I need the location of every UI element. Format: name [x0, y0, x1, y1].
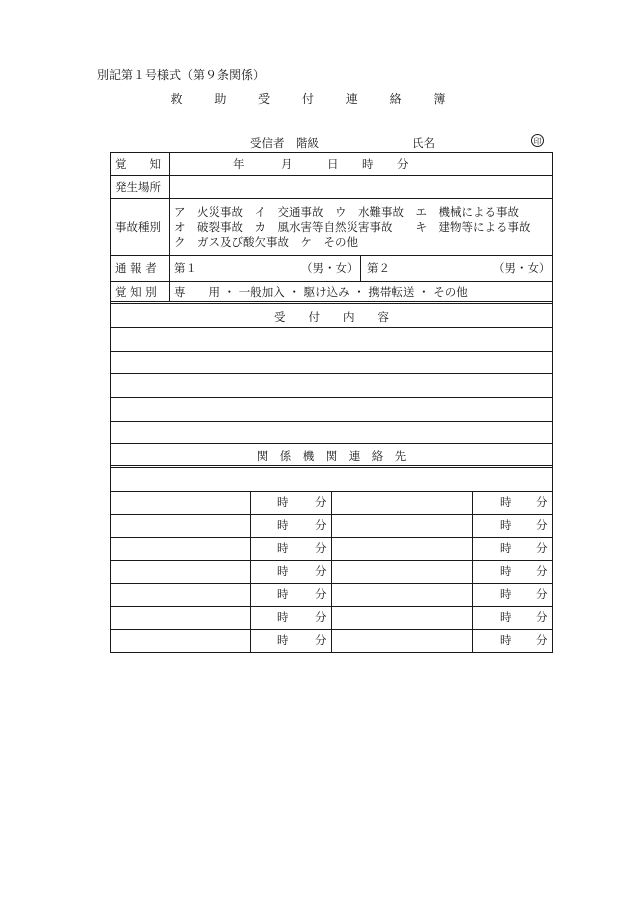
- form-heading: 別記第１号様式（第９条関係）: [97, 68, 266, 82]
- reporter-label: 通 報 者: [115, 261, 157, 275]
- hour-unit: 時: [362, 157, 374, 171]
- receiver-label: 受信者: [250, 136, 285, 150]
- contact-hour-right: 時: [500, 610, 512, 624]
- awareness-label: 覚 知: [115, 157, 161, 171]
- contact-minute-right: 分: [536, 610, 548, 624]
- contact-hour-left: 時: [277, 633, 289, 647]
- reporter-first-label: 第１: [174, 261, 197, 275]
- contact-minute-right: 分: [536, 541, 548, 555]
- rescue-form-table: [110, 152, 553, 653]
- contact-hour-left: 時: [277, 541, 289, 555]
- contact-hour-right: 時: [500, 541, 512, 555]
- contact-minute-right: 分: [536, 518, 548, 532]
- contact-minute-left: 分: [315, 495, 327, 509]
- contact-hour-right: 時: [500, 518, 512, 532]
- name-label: 氏名: [412, 136, 435, 150]
- month-unit: 月: [281, 157, 293, 171]
- contact-hour-right: 時: [500, 587, 512, 601]
- minute-unit: 分: [397, 157, 409, 171]
- contact-hour-right: 時: [500, 495, 512, 509]
- day-unit: 日: [327, 157, 339, 171]
- contact-hour-left: 時: [277, 587, 289, 601]
- agencies-section-title: 関 係 機 関 連 絡 先: [256, 449, 407, 463]
- reporter-second-gender: （男・女）: [493, 261, 551, 275]
- accident-type-line: ア 火災事故 イ 交通事故 ウ 水難事故 エ 機械による事故: [174, 205, 519, 219]
- awareness-type-label: 覚 知 別: [115, 285, 157, 299]
- reporter-second-label: 第２: [367, 261, 390, 275]
- accident-type-line: ク ガス及び酸欠事故 ケ その他: [174, 235, 358, 249]
- reporter-first-gender: （男・女）: [301, 261, 359, 275]
- contact-hour-right: 時: [500, 633, 512, 647]
- location-label: 発生場所: [115, 180, 161, 194]
- contact-minute-right: 分: [536, 495, 548, 509]
- rank-label: 階級: [296, 136, 319, 150]
- contact-hour-right: 時: [500, 564, 512, 578]
- contact-hour-left: 時: [277, 518, 289, 532]
- contents-section-title: 受 付 内 容: [274, 310, 389, 324]
- contact-minute-left: 分: [315, 610, 327, 624]
- accident-type-line: オ 破裂事故 カ 風水害等自然災害事故 キ 建物等による事故: [174, 220, 531, 234]
- contact-minute-left: 分: [315, 587, 327, 601]
- contact-minute-right: 分: [536, 587, 548, 601]
- contact-minute-right: 分: [536, 564, 548, 578]
- seal-mark-icon: 印: [531, 134, 544, 147]
- accident-type-label: 事故種別: [115, 220, 161, 234]
- contact-minute-left: 分: [315, 564, 327, 578]
- form-title: 救 助 受 付 連 絡 簿: [170, 92, 460, 106]
- contact-hour-left: 時: [277, 495, 289, 509]
- contact-hour-left: 時: [277, 610, 289, 624]
- awareness-type-options: 専 用 ・ 一般加入 ・ 駆け込み ・ 携帯転送 ・ その他: [174, 285, 468, 299]
- contact-minute-right: 分: [536, 633, 548, 647]
- contact-minute-left: 分: [315, 541, 327, 555]
- contact-minute-left: 分: [315, 518, 327, 532]
- contact-hour-left: 時: [277, 564, 289, 578]
- contact-minute-left: 分: [315, 633, 327, 647]
- year-unit: 年: [233, 157, 245, 171]
